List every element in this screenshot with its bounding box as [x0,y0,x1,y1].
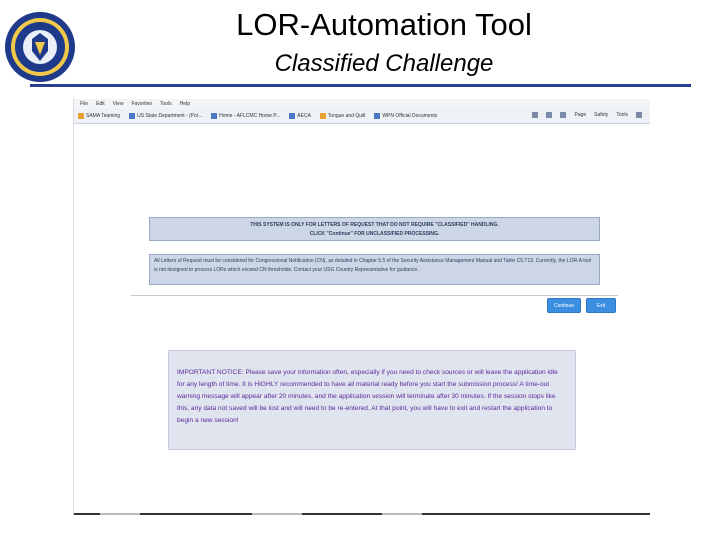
safety-menu[interactable]: Safety [594,112,609,118]
help-icon[interactable] [636,112,642,118]
page-icon [211,113,217,119]
divider [131,295,618,296]
favorite-link[interactable] [289,113,311,119]
favorites-bar [74,109,650,124]
favorite-label: US State Department - (Pol... [137,113,203,119]
favorite-label: Tongue and Quill [327,113,366,119]
menu-edit[interactable]: Edit [96,101,105,107]
favorite-link[interactable] [374,113,437,119]
browser-menu-bar [74,99,650,109]
menu-file[interactable]: File [80,101,89,107]
feeds-icon[interactable] [546,112,552,118]
important-notice: IMPORTANT NOTICE: Please save your information often, especially if you need to check sources or will leave the application idle for any length of time. It is HIGHLY recommended to have all material ready before you start the submission process! A time-out warning message will appear after 20 minutes, and the application session will terminate after 30 minutes. If the session stops like this, any data not saved will be lost and will need to be re-entered. At that point, you will have to exit and restart the application to begin a new session! [168,350,576,450]
menu-favorites[interactable]: Favorites [131,101,152,107]
bottom-border [74,513,650,515]
home-icon[interactable] [532,112,538,118]
page-icon [320,113,326,119]
favorite-link[interactable] [78,113,120,119]
page-menu[interactable]: Page [574,112,587,118]
cn-notice: All Letters of Request must be considered for Congressional Notification (CN), as detailed in Chapter 5.5 of the Security Assistance Management Manual and Table C5.T13. Currently, the LOR-A tool is not designed to process LORs which exceed CN thresholds. Contact your USG Country Representative for guidance. [149,254,600,285]
title-divider [30,84,691,87]
print-icon[interactable] [560,112,566,118]
favorite-label: WPN Official Documents [382,113,438,119]
command-bar [532,112,642,118]
menu-help[interactable]: Help [179,101,190,107]
page-icon [129,113,135,119]
menu-tools[interactable]: Tools [160,101,172,107]
continue-button[interactable]: Continue [547,298,581,313]
favorite-link[interactable] [211,113,280,119]
favorite-link[interactable] [129,113,202,119]
favorite-link[interactable] [320,113,366,119]
menu-view[interactable]: View [112,101,124,107]
notice-line-2: CLICK "Continue" FOR UNCLASSIFIED PROCESSING. [309,231,440,237]
page-subtitle: Classified Challenge [274,50,494,77]
classified-notice [149,217,600,241]
exit-button[interactable]: Exit [586,298,616,313]
favorite-label: SAMA Teaming [86,113,121,119]
star-icon [78,113,84,119]
favorite-label: AECA [297,113,311,119]
page-icon [374,113,380,119]
browser-screenshot [73,99,650,516]
page-title: LOR-Automation Tool [236,7,532,42]
notice-line-1: THIS SYSTEM IS ONLY FOR LETTERS OF REQUEST THAT DO NOT REQUIRE "CLASSIFIED" HANDLING. [250,222,499,228]
page-icon [289,113,295,119]
favorite-label: Home - AFLCMC Home P... [219,113,281,119]
tools-menu[interactable]: Tools [616,112,628,118]
